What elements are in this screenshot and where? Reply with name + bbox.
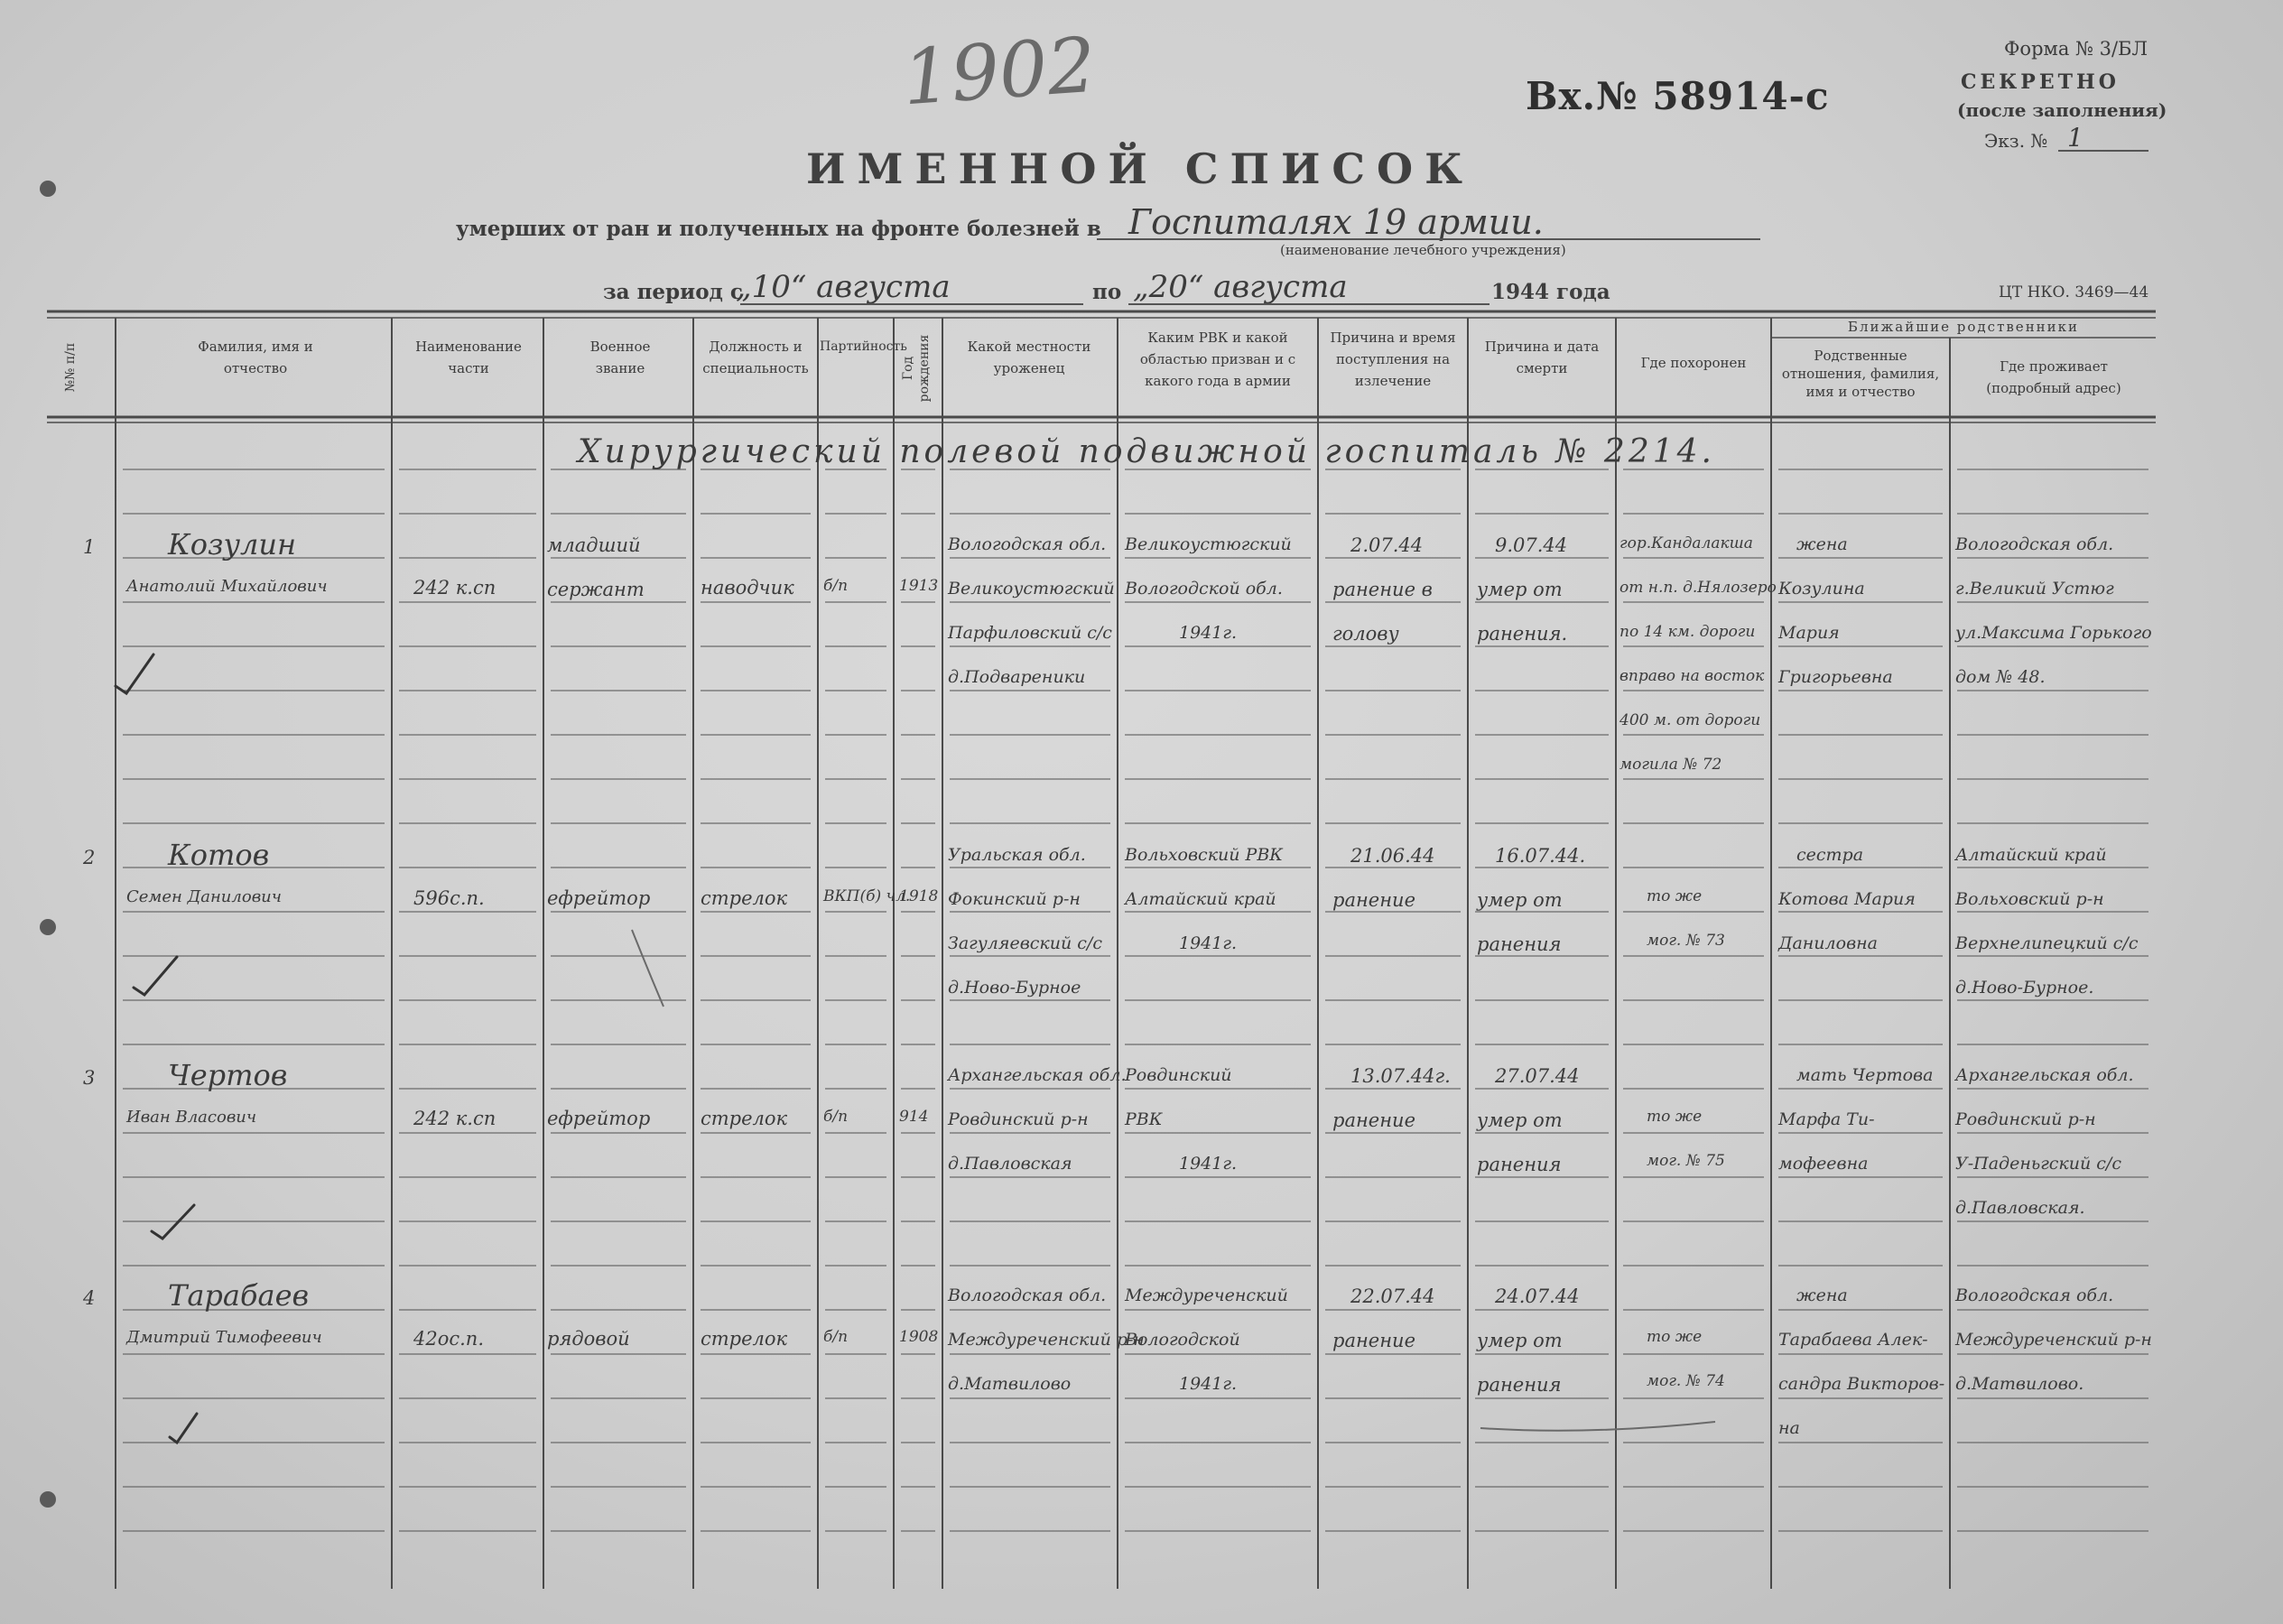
- address-line: Междуреченский р-н: [1955, 1330, 2152, 1350]
- header-year: Год рождения: [901, 334, 932, 403]
- header-death: Причина и дата смерти: [1484, 339, 1600, 376]
- admission-line: 13.07.44г.: [1350, 1065, 1451, 1087]
- burial-line: по 14 км. дороги: [1619, 623, 1756, 641]
- rvk-line: Алтайский край: [1125, 889, 1276, 909]
- birth-year: 1908: [899, 1328, 939, 1346]
- header-num: №№ п/п: [63, 342, 78, 393]
- burial-line: мог. № 75: [1647, 1152, 1725, 1170]
- row-number: 2: [83, 847, 96, 868]
- given-name-patronymic: Дмитрий Тимофеевич: [126, 1328, 322, 1347]
- admission-line: 22.07.44: [1350, 1285, 1435, 1307]
- checkmark-row-2: [134, 957, 177, 995]
- copy-number: 1: [2067, 123, 2083, 153]
- header-post: Должность и специальность: [702, 339, 809, 376]
- header-relatives-group: Ближайшие родственники: [1847, 319, 2080, 335]
- checkmark-row-1: [116, 654, 153, 693]
- address-line: Архангельская обл.: [1955, 1065, 2134, 1085]
- unit: 596с.п.: [413, 887, 485, 909]
- relative-line: жена: [1796, 534, 1848, 554]
- rvk-line: РВК: [1125, 1109, 1163, 1129]
- birthplace-line: Фокинский р-н: [948, 889, 1081, 909]
- birthplace-line: Архангельская обл.: [948, 1065, 1127, 1085]
- row-number: 1: [83, 536, 96, 558]
- period-prefix: за период с: [603, 280, 743, 304]
- post: стрелок: [701, 887, 788, 909]
- birthplace-line: д.Павловская: [948, 1154, 1072, 1174]
- burial-line: от н.п. д.Нялозеро: [1619, 579, 1777, 597]
- rank: младший: [547, 534, 641, 556]
- death-line: умер от: [1477, 1109, 1563, 1131]
- birthplace-line: Ровдинский р-н: [948, 1109, 1089, 1129]
- relative-line: Марфа Ти-: [1778, 1109, 1875, 1129]
- rank: ефрейтор: [547, 887, 651, 909]
- given-name-patronymic: Семен Данилович: [126, 887, 282, 906]
- address-line: д.Павловская.: [1955, 1198, 2085, 1218]
- party: б/п: [823, 1328, 849, 1346]
- rvk-line: Вологодской обл.: [1125, 579, 1283, 599]
- rank: ефрейтор: [547, 1108, 651, 1129]
- admission-line: голову: [1332, 623, 1399, 645]
- rvk-line: 1941г.: [1179, 1374, 1237, 1394]
- rvk-line: Вологодской: [1125, 1330, 1240, 1350]
- admission-line: ранение: [1332, 1109, 1416, 1131]
- relative-line: Козулина: [1778, 579, 1865, 599]
- copy-label: Экз. №: [1984, 130, 2048, 152]
- rvk-line: Вольховский РВК: [1125, 845, 1284, 865]
- period-to: „20“ августа: [1133, 269, 1348, 305]
- death-line: 16.07.44.: [1495, 845, 1586, 867]
- address-line: ул.Максима Горького: [1955, 623, 2152, 643]
- death-line: 27.07.44: [1495, 1065, 1580, 1087]
- rvk-line: Междуреченский: [1125, 1285, 1288, 1305]
- death-line: ранения: [1477, 1374, 1562, 1396]
- relative-line: Даниловна: [1778, 933, 1878, 953]
- admission-line: ранение в: [1332, 579, 1433, 600]
- hospital-heading: Хирургический полевой подвижной госпиталь № 2214.: [578, 433, 1715, 470]
- relative-line: мофеевна: [1778, 1154, 1869, 1174]
- birthplace-line: Междуреченский р-н: [948, 1330, 1145, 1350]
- admission-line: 2.07.44: [1350, 534, 1424, 556]
- relative-line: на: [1778, 1418, 1800, 1438]
- rvk-line: Ровдинский: [1125, 1065, 1232, 1085]
- row-number: 3: [83, 1067, 96, 1089]
- rvk-line: 1941г.: [1179, 933, 1237, 953]
- birth-year: 1913: [899, 577, 939, 595]
- header-fullname: Фамилия, имя и отчество: [198, 339, 313, 376]
- period-mid: по: [1092, 280, 1122, 304]
- rvk-line: 1941г.: [1179, 1154, 1237, 1174]
- secrecy-label: СЕКРЕТНО: [1961, 70, 2120, 94]
- header-rank: Военное звание: [589, 339, 651, 376]
- rank: сержант: [547, 579, 645, 600]
- rank: рядовой: [547, 1328, 630, 1350]
- header-address: Где проживает (подробный адрес): [1986, 358, 2121, 396]
- relative-line: мать Чертова: [1796, 1065, 1934, 1085]
- pencil-stroke: [1480, 1422, 1715, 1431]
- pencil-mark: [632, 930, 664, 1007]
- relative-line: жена: [1796, 1285, 1848, 1305]
- row-number: 4: [83, 1287, 96, 1309]
- party: б/п: [823, 1108, 849, 1126]
- surname: Тарабаев: [168, 1278, 310, 1313]
- header-burial: Где похоронен: [1640, 355, 1747, 371]
- post: наводчик: [701, 577, 794, 599]
- birthplace-line: Уральская обл.: [948, 845, 1086, 865]
- header-relative: Родственные отношения, фамилия, имя и отчество: [1781, 348, 1940, 400]
- address-line: дом № 48.: [1955, 667, 2046, 687]
- birthplace-line: д.Ново-Бурное: [948, 978, 1081, 998]
- burial-line: мог. № 73: [1647, 932, 1725, 950]
- surname: Козулин: [168, 527, 297, 561]
- given-name-patronymic: Иван Власович: [126, 1108, 257, 1127]
- address-line: Алтайский край: [1955, 845, 2107, 865]
- header-rvk: Каким РВК и какой областью призван и с какого года в армии: [1139, 329, 1296, 389]
- birthplace-line: Загуляевский с/с: [948, 933, 1102, 953]
- rvk-line: Великоустюгский: [1125, 534, 1292, 554]
- birth-year: 1918: [899, 887, 939, 905]
- birthplace-line: д.Подвареники: [948, 667, 1086, 687]
- header-admission: Причина и время поступления на излечение: [1330, 329, 1456, 389]
- institution-value: Госпиталях 19 армии.: [1128, 202, 1544, 242]
- birthplace-line: д.Матвилово: [948, 1374, 1072, 1394]
- address-line: Верхнелипецкий с/с: [1955, 933, 2139, 953]
- relative-line: сандра Викторов-: [1778, 1374, 1945, 1394]
- rvk-line: 1941г.: [1179, 623, 1237, 643]
- archive-mark: 1902: [899, 20, 1099, 123]
- address-line: г.Великий Устюг: [1955, 579, 2114, 599]
- relative-line: Мария: [1778, 623, 1840, 643]
- address-line: Ровдинский р-н: [1955, 1109, 2096, 1129]
- burial-line: то же: [1647, 1108, 1703, 1126]
- birth-year: 914: [899, 1108, 929, 1126]
- burial-line: 400 м. от дороги: [1619, 711, 1761, 729]
- admission-line: 21.06.44: [1350, 845, 1435, 867]
- relative-line: Тарабаева Алек-: [1778, 1330, 1928, 1350]
- burial-line: то же: [1647, 887, 1703, 905]
- given-name-patronymic: Анатолий Михайлович: [126, 577, 328, 596]
- address-line: д.Матвилово.: [1955, 1374, 2084, 1394]
- checkmark-row-4: [170, 1414, 197, 1443]
- burial-line: то же: [1647, 1328, 1703, 1346]
- relative-line: Григорьевна: [1778, 667, 1893, 687]
- address-line: Вологодская обл.: [1955, 1285, 2114, 1305]
- relative-line: сестра: [1796, 845, 1864, 865]
- death-line: ранения: [1477, 1154, 1562, 1175]
- burial-line: могила № 72: [1619, 756, 1722, 774]
- address-line: д.Ново-Бурное.: [1955, 978, 2094, 998]
- party: ВКП(б) чл.: [823, 887, 911, 905]
- death-line: ранения: [1477, 933, 1562, 955]
- birthplace-line: Вологодская обл.: [948, 534, 1107, 554]
- form-number: Форма № 3/БЛ: [2004, 38, 2148, 60]
- post: стрелок: [701, 1108, 788, 1129]
- admission-line: ранение: [1332, 889, 1416, 911]
- address-line: Вольховский р-н: [1955, 889, 2104, 909]
- header-party: Партийность: [820, 339, 907, 354]
- address-line: Вологодская обл.: [1955, 534, 2114, 554]
- surname: Чертов: [168, 1058, 288, 1092]
- surname: Котов: [168, 838, 270, 872]
- party: б/п: [823, 577, 849, 595]
- institution-caption: (наименование лечебного учреждения): [1280, 242, 1566, 258]
- death-line: умер от: [1477, 1330, 1563, 1351]
- death-line: умер от: [1477, 579, 1563, 600]
- secrecy-note: (после заполнения): [1957, 99, 2167, 121]
- subtitle-prefix: умерших от ран и полученных на фронте болезней в: [456, 217, 1101, 241]
- post: стрелок: [701, 1328, 788, 1350]
- death-line: 9.07.44: [1495, 534, 1568, 556]
- death-line: умер от: [1477, 889, 1563, 911]
- admission-line: ранение: [1332, 1330, 1416, 1351]
- birthplace-line: Вологодская обл.: [948, 1285, 1107, 1305]
- unit: 42ос.п.: [413, 1328, 485, 1350]
- header-birthplace: Какой местности уроженец: [967, 339, 1091, 376]
- period-year: 1944 года: [1491, 280, 1610, 304]
- print-code: ЦТ НКО. 3469—44: [1999, 283, 2149, 302]
- unit: 242 к.сп: [413, 1108, 497, 1129]
- burial-line: вправо на восток: [1619, 667, 1765, 685]
- checkmark-row-3: [152, 1205, 194, 1239]
- period-from: „10“ августа: [736, 269, 951, 305]
- burial-line: мог. № 74: [1647, 1372, 1725, 1390]
- registration-stamp: Вх.№ 58914-с: [1526, 74, 1830, 118]
- birthplace-line: Великоустюгский: [948, 579, 1115, 599]
- address-line: У-Паденьгский с/с: [1955, 1154, 2121, 1174]
- death-line: 24.07.44: [1495, 1285, 1580, 1307]
- birthplace-line: Парфиловский с/с: [948, 623, 1112, 643]
- header-unit: Наименование части: [415, 339, 522, 376]
- death-line: ранения.: [1477, 623, 1568, 645]
- unit: 242 к.сп: [413, 577, 497, 599]
- document-title: ИМЕННОЙ СПИСОК: [806, 144, 1474, 193]
- burial-line: гор.Кандалакша: [1619, 534, 1753, 552]
- relative-line: Котова Мария: [1778, 889, 1916, 909]
